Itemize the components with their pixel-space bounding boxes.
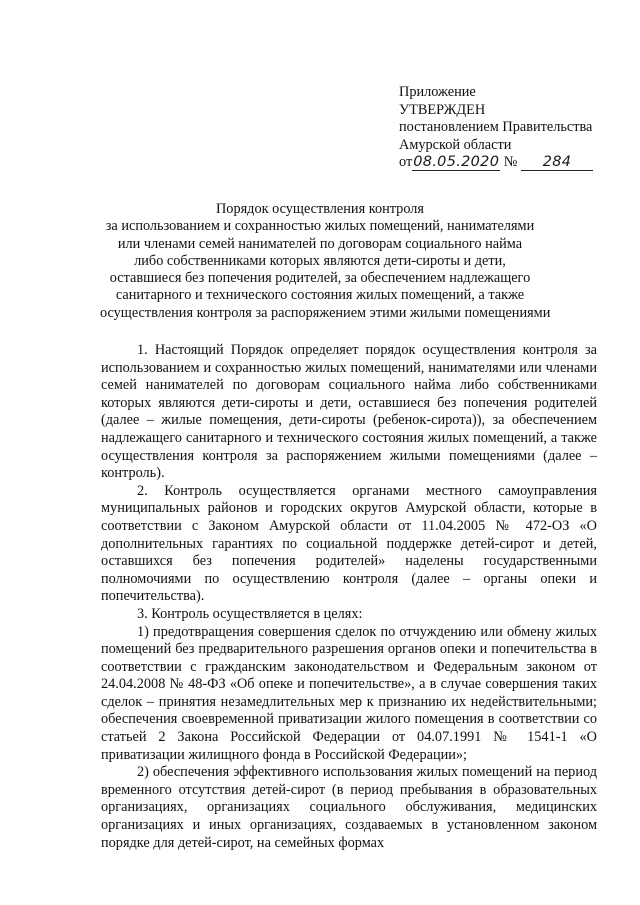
title-line: Порядок осуществления контроля	[215, 201, 424, 217]
title-line: санитарного и технического состояния жилых помещений, а также	[115, 287, 525, 304]
document-title	[100, 201, 551, 322]
paragraph-1: 1. Настоящий Порядок определяет порядок осуществления контроля за использованием и сохранностью жилых помещений, нанимателями или членами семей нанимателей по договорам социального найма либо собственниками которых являются дети-сироты и дети, оставшиеся без попечения родителей (далее – жилые помещения, дети-сироты (ребенок-сирота)), за обеспечением надлежащего санитарного и технического состояния жилых помещений, а также осуществления контроля за распоряжением жилыми помещениями (далее – контроль).	[101, 342, 597, 482]
resolution-label: постановлением Правительства	[399, 119, 593, 135]
appendix-label: Приложение	[399, 84, 476, 100]
region-label: Амурской области	[399, 136, 512, 153]
approved-label: УТВЕРЖДЕН	[399, 101, 486, 118]
approval-block	[399, 84, 619, 172]
paragraph-3-1: 1) предотвращения совершения сделок по отчуждению или обмену жилых помещений без предварительного разрешения органов опеки и попечительства в соответствии с гражданским законодательством и Федеральным законом от 24.04.2008 № 48-ФЗ «Об опеке и попечительстве», а в случае совершения таких сделок – принятия незамедлительных мер к признанию их недействительными; обеспечения своевременной приватизации жилого помещения в соответствии со статьей 2 Закона Российской Федерации от 04.07.1991 № 1541-1 «О приватизации жилищного фонда в Российской Федерации»;	[101, 623, 597, 763]
handwritten-number: 284	[521, 154, 593, 171]
date-number-line	[399, 154, 619, 172]
date-prefix: от	[399, 154, 413, 170]
title-line: осуществления контроля за распоряжением этими жилыми помещениями	[100, 304, 551, 321]
paragraph-3-2: 2) обеспечения эффективного использования жилых помещений на период временного отсутствия детей-сирот (в период пребывания в образовательных организациях, организациях социального обслуживания, медицинских организациях и иных организациях, создаваемых в установленном законом порядке для детей-сирот, на семейных формах	[101, 764, 597, 851]
document-body	[101, 342, 597, 852]
title-line: за использованием и сохранностью жилых помещений, нанимателями	[105, 218, 535, 235]
number-prefix: №	[503, 154, 518, 170]
title-line: оставшиеся без попечения родителей, за обеспечением надлежащего	[109, 270, 531, 287]
handwritten-date: 08.05.2020	[413, 154, 500, 170]
paragraph-2: 2. Контроль осуществляется органами местного самоуправления муниципальных районов и городских округов Амурской области, которые в соответствии с Законом Амурской области от 11.04.2005 № 472-ОЗ «О дополнительных гарантиях по социальной поддержке детей-сирот и детей, оставшихся без попечения родителей» наделены государственными полномочиями по осуществлению контроля (далее – органы опеки и попечительства).	[101, 482, 597, 605]
paragraph-3: 3. Контроль осуществляется в целях:	[137, 605, 363, 622]
title-line: или членами семей нанимателей по договорам социального найма	[117, 235, 523, 252]
title-line: либо собственниками которых являются дети-сироты и дети,	[134, 252, 506, 269]
